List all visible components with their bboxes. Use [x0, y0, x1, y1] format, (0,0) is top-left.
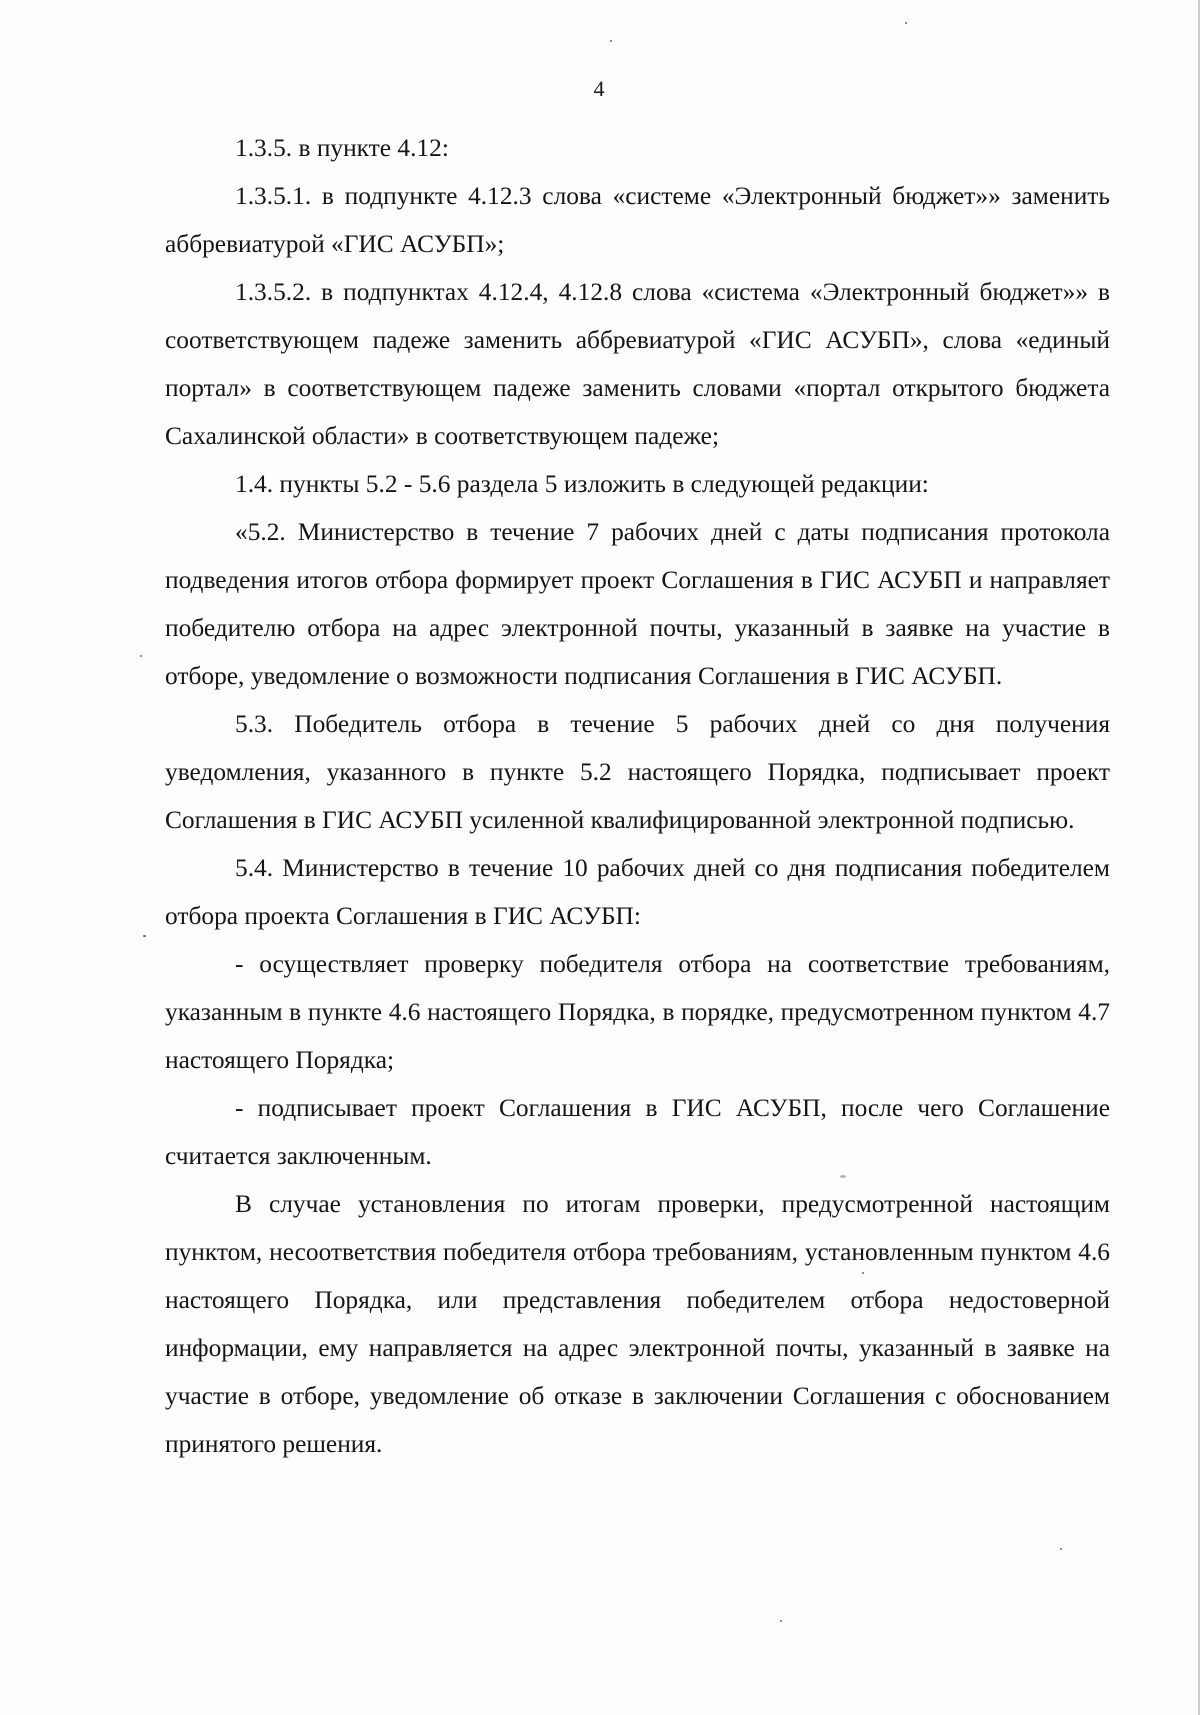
list-item-verification: - осуществляет проверку победителя отбора на соответствие требованиям, указанным в пункте 4.6 настоящего Порядка, в порядке, предусмотренном пунктом 4.7 настоящего Порядка; [165, 950, 1110, 1074]
scan-speck [140, 655, 142, 657]
scan-speck [862, 1272, 864, 1274]
scan-speck [780, 1620, 782, 1622]
scan-speck [1060, 1548, 1062, 1550]
scan-speck [610, 40, 612, 42]
paragraph-1-3-5: 1.3.5. в пункте 4.12: [235, 134, 449, 162]
scan-speck [905, 22, 907, 24]
paragraph-1-3-5-2: 1.3.5.2. в подпунктах 4.12.4, 4.12.8 слова «система «Электронный бюджет»» в соответствующем падеже заменить аббревиатурой «ГИС АСУБП», слова «единый портал» в соответствующем падеже заменить словами «портал открытого бюджета Сахалинской области» в соответствующем падеже; [165, 278, 1110, 450]
paragraph-5-3: 5.3. Победитель отбора в течение 5 рабочих дней со дня получения уведомления, указанного в пункте 5.2 настоящего Порядка, подписывает проект Соглашения в ГИС АСУБП усиленной квалифицированной электронной подписью. [165, 710, 1110, 834]
paragraph-refusal: В случае установления по итогам проверки, предусмотренной настоящим пунктом, несоответствия победителя отбора требованиям, установленным пунктом 4.6 настоящего Порядка, или представления победителем отбора недостоверной информации, ему направляется на адрес электронной почты, указанный в заявке на участие в отборе, уведомление об отказе в заключении Соглашения с обоснованием принятого решения. [165, 1190, 1110, 1458]
paragraph-1-4: 1.4. пункты 5.2 - 5.6 раздела 5 изложить в следующей редакции: [235, 470, 929, 498]
list-item-signing: - подписывает проект Соглашения в ГИС АСУБП, после чего Соглашение считается заключенным. [165, 1094, 1110, 1170]
scan-speck [143, 935, 146, 937]
page-number: 4 [593, 76, 605, 101]
paragraph-1-3-5-1: 1.3.5.1. в подпункте 4.12.3 слова «системе «Электронный бюджет»» заменить аббревиатурой «ГИС АСУБП»; [165, 182, 1110, 258]
scan-speck [840, 1175, 846, 1178]
document-body [165, 124, 1110, 1468]
paragraph-5-2: «5.2. Министерство в течение 7 рабочих дней с даты подписания протокола подведения итогов отбора формирует проект Соглашения в ГИС АСУБП и направляет победителю отбора на адрес электронной почты, указанный в заявке на участие в отборе, уведомление о возможности подписания Соглашения в ГИС АСУБП. [165, 518, 1110, 690]
paragraph-5-4: 5.4. Министерство в течение 10 рабочих дней со дня подписания победителем отбора проекта Соглашения в ГИС АСУБП: [165, 854, 1110, 930]
